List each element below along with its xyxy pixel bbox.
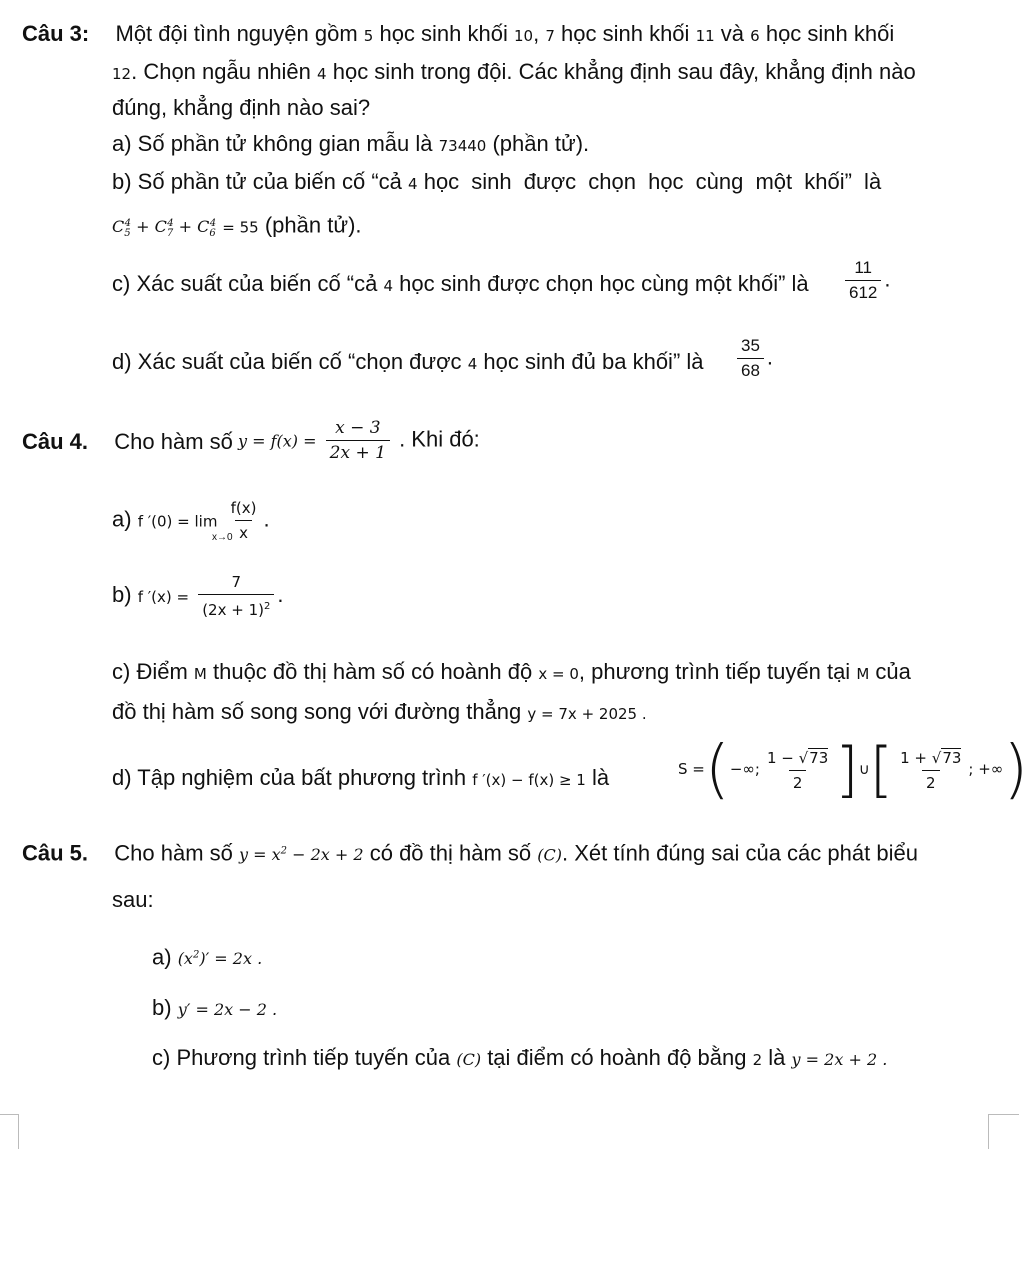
q3-math: 12	[112, 65, 132, 83]
q3-line-2	[112, 58, 916, 88]
q4-text: là	[591, 765, 610, 790]
q5-text: là	[768, 1045, 786, 1070]
q5-function: $y = x^2 - 2x + 2$	[239, 845, 364, 865]
q4-math: M	[193, 665, 207, 683]
q5-option-c	[152, 1044, 887, 1074]
q3-text: . Chọn ngẫu nhiên	[131, 59, 311, 84]
q4-math: S =	[678, 759, 705, 778]
q5-math: y′ = 2x − 2 .	[177, 1000, 278, 1019]
q5-text: có đồ thị hàm số	[369, 840, 532, 866]
q4-text: Cho hàm số	[114, 429, 233, 454]
q5-text: b)	[152, 995, 172, 1020]
q3-math: 73440	[438, 137, 487, 155]
q4-text: a)	[112, 506, 132, 532]
q3-text: c) Xác suất của biến cố “cả	[112, 271, 378, 296]
q4-text: của	[875, 659, 911, 684]
q5-math: (C)	[456, 1050, 482, 1069]
q5-math: 2	[752, 1051, 763, 1069]
q3-text: học sinh khối	[765, 21, 895, 46]
fraction: $\frac{1 - √73}{2}$	[766, 748, 829, 792]
q4-function	[238, 418, 480, 463]
fraction: $\frac{11}{612}$	[845, 258, 881, 303]
q4-solution-set: S =(−∞; $\frac{1 - √73}{2}$ ]∪[ $\frac{1 + √73}{2}$ ; +∞)	[678, 733, 1028, 807]
q4-option-c	[112, 658, 911, 688]
q3-text: (phần tử).	[492, 131, 590, 156]
q3-option-a	[112, 130, 589, 160]
q3-line-1	[22, 20, 894, 50]
fraction: $\frac{x - 3}{2x + 1}$	[326, 418, 390, 463]
q5-label: Câu 5.	[22, 840, 89, 866]
q3-math: 7	[545, 27, 555, 45]
q5-text: tại điểm có hoành độ bằng	[487, 1045, 747, 1070]
q3-option-d	[112, 348, 704, 378]
q4-math: f ′(x) =	[137, 587, 190, 606]
q3-text: (phần tử).	[264, 212, 362, 238]
q4-text: d) Tập nghiệm của bất phương trình	[112, 765, 467, 790]
q5-text: a)	[152, 944, 172, 970]
q3-label: Câu 3:	[22, 21, 90, 46]
q4-text: đồ thị hàm số song song với đường thẳng	[112, 699, 522, 724]
q4-math: f ′(0) = lim	[137, 512, 218, 531]
q3-text: học sinh khối	[561, 21, 690, 46]
q3-text: Một đội tình nguyện gồm	[115, 21, 358, 46]
q3-math: 4	[383, 277, 394, 295]
q3-text: b) Số phần tử của biến cố “cả	[112, 169, 402, 194]
q3-line-3: đúng, khẳng định nào sai?	[112, 95, 371, 120]
q4-option-c-line2	[112, 698, 647, 728]
q4-text: thuộc đồ thị hàm số có hoành độ	[212, 659, 533, 684]
q3-text: a) Số phần tử không gian mẫu là	[112, 131, 433, 156]
q4-label: Câu 4.	[22, 429, 89, 454]
q3-text: và	[720, 21, 745, 46]
q4-math: ∪	[858, 759, 870, 778]
page-corner-left	[0, 1114, 19, 1149]
q3-math: = 55	[222, 218, 259, 237]
q3-text: d) Xác suất của biến cố “chọn được	[112, 349, 462, 374]
fraction: $\frac{7}{(2x + 1)^2}$	[198, 572, 274, 620]
q3-option-c-fraction: $\frac{11}{612}$ .	[842, 258, 891, 303]
fraction: $\frac{1 + √73}{2}$	[900, 748, 962, 792]
q3-option-b	[112, 168, 881, 198]
q4-option-d	[112, 764, 609, 794]
q3-math: 10	[514, 27, 534, 45]
q3-text: học sinh được chọn học cùng một khối” là	[423, 169, 882, 194]
q5-option-a	[152, 942, 262, 973]
q3-math: 5	[363, 27, 374, 45]
q5-math: y = 2x + 2 .	[791, 1050, 888, 1069]
q3-option-c	[112, 270, 809, 300]
q4-text: c) Điểm	[112, 659, 188, 684]
q5-text: Cho hàm số	[114, 840, 233, 866]
q3-math: 4	[317, 65, 327, 83]
q4-math: ; +∞	[968, 759, 1004, 778]
q3-text: học sinh khối	[379, 21, 508, 46]
q3-option-b-formula	[112, 210, 362, 249]
q4-math: y = 7x + 2025 .	[527, 705, 647, 723]
q4-option-b: b) f ′(x) = $\frac{7}{(2x + 1)^2}$ .	[112, 573, 284, 619]
q4-math: M	[856, 665, 870, 683]
q3-math: 4	[467, 355, 478, 373]
fraction: $\frac{f(x)}{x}$	[230, 499, 257, 542]
q5-math: $(x^2)' = 2x$ .	[177, 949, 263, 969]
q5-option-b	[152, 994, 277, 1024]
q4-math: f ′(x) − f(x) ≥ 1	[472, 771, 586, 789]
q4-math: y = f(x) =	[238, 431, 317, 451]
q3-text: ,	[533, 21, 540, 46]
q4-stem	[22, 428, 233, 456]
fraction: $\frac{35}{68}$	[737, 336, 764, 381]
q3-text: học sinh trong đội. Các khẳng định sau đây, khẳng định nào	[332, 59, 916, 84]
q5-text: . Xét tính đúng sai của các phát biểu	[562, 840, 918, 866]
combination-formula: $C_5^4 + C_7^4 + C_6^4$	[112, 217, 217, 240]
q4-option-a: a) f ′(0) = lim $\frac{f(x)}{x}$ .	[112, 499, 270, 542]
page-corner-right	[988, 1114, 1019, 1149]
q4-math: −∞;	[729, 759, 760, 778]
q5-math: (C)	[537, 845, 563, 865]
q5-stem-line2: sau:	[112, 887, 154, 912]
q4-text: b)	[112, 581, 132, 607]
q3-option-d-fraction: $\frac{35}{68}$ .	[734, 336, 773, 381]
q3-math: 4	[408, 175, 418, 193]
q4-text: . Khi đó:	[399, 426, 480, 452]
q5-text: c) Phương trình tiếp tuyến của	[152, 1045, 451, 1070]
q5-stem	[22, 838, 918, 869]
q4-text: , phương trình tiếp tuyến tại	[578, 659, 851, 684]
q3-text: học sinh đủ ba khối” là	[483, 349, 704, 374]
q4-limit-subscript: x→0	[212, 532, 233, 543]
q3-text: học sinh được chọn học cùng một khối” là	[399, 271, 809, 296]
q3-math: 11	[695, 27, 715, 45]
q4-math: x = 0	[538, 665, 579, 683]
q3-math: 6	[750, 27, 760, 45]
